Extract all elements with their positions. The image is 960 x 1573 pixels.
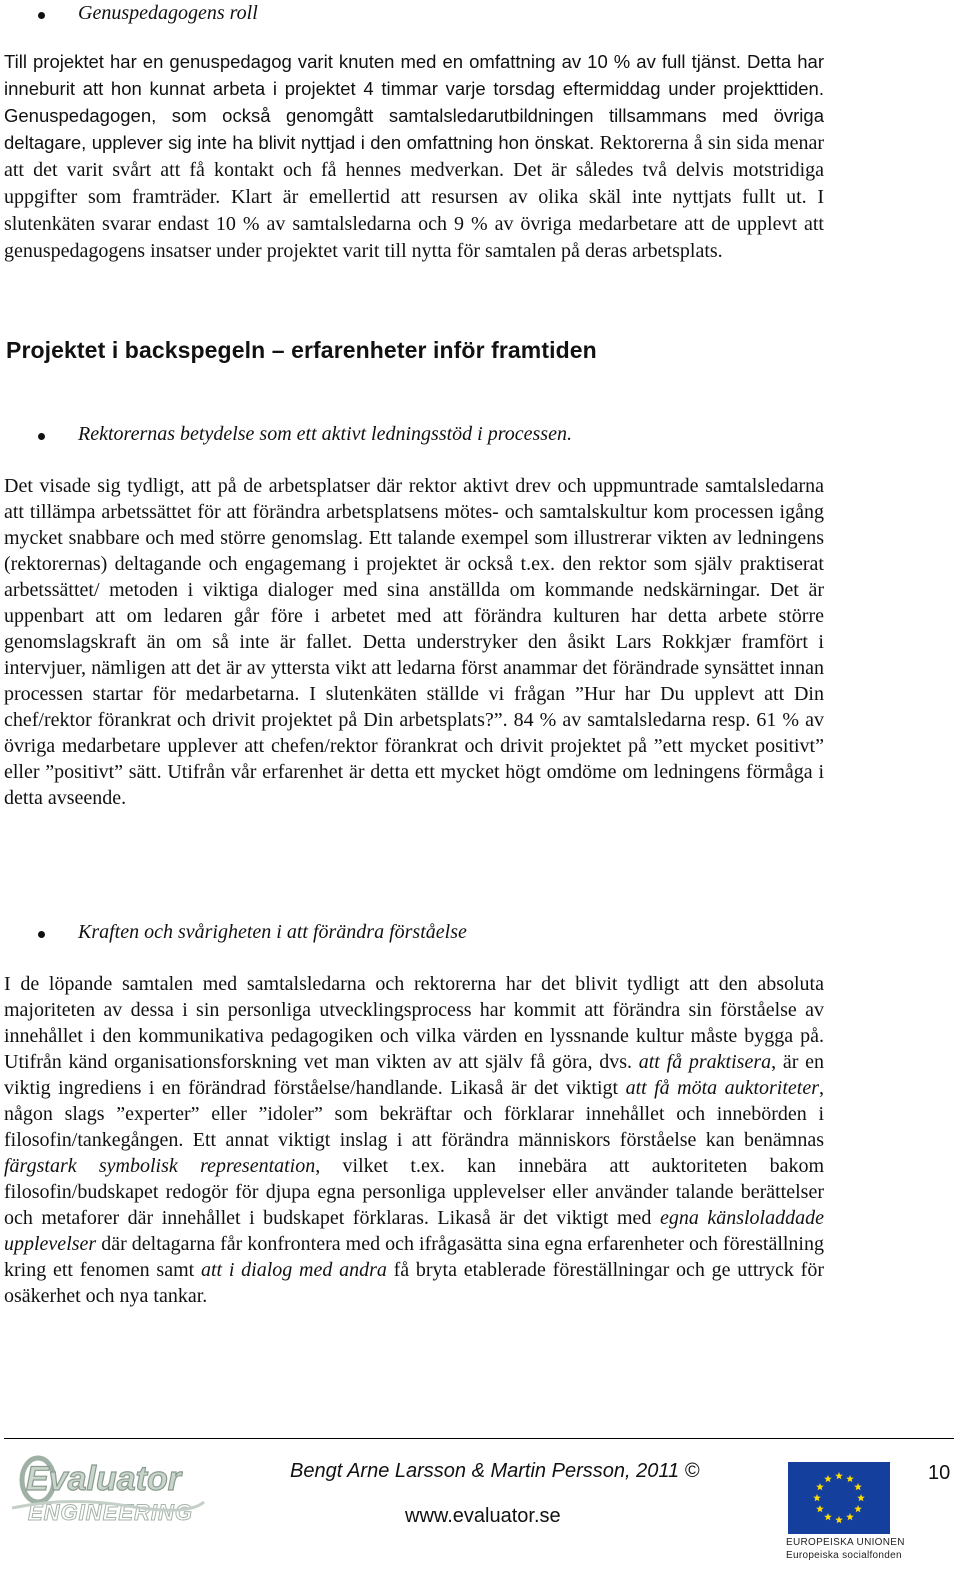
eu-flag (788, 1462, 890, 1534)
bullet-text: Kraften och svårigheten i att förändra förståelse (78, 921, 467, 943)
paragraph-text: där deltagarna får konfrontera med och ifrågasätta sina egna erfarenheter och föreställning kring ett fenomen samt (4, 1233, 824, 1281)
logo-wordmark: Evaluator (26, 1460, 181, 1498)
paragraph-forandra-forstaelse (4, 971, 824, 1309)
bullet-text: Genuspedagogens roll (78, 2, 258, 24)
emphasis-text: färgstark symbolisk representation (4, 1155, 316, 1177)
paragraph-text: , är en viktig ingrediens i en förändrad förståelse/handlande. Likaså är det viktigt (4, 1051, 824, 1099)
page-number: 10 (928, 1462, 951, 1484)
paragraph-text: I de löpande samtalen med samtalsledarna och rektorerna har det blivit tydligt att den absoluta majoriteten av dessa i sin personliga utvecklingsprocess har kommit att förändra sin förståelse av innehållet i den kommunikativa pedagogiken och vilka värden en lyssnande kultur måste bygga på. Utifrån känd organisationsforskning vet man vikten av att själv få göra, dvs. (4, 973, 824, 1073)
emphasis-text: att i dialog med andra (200, 1259, 387, 1281)
paragraph-text: få bryta etablerade föreställningar och ge uttryck för osäkerhet och nya tankar. (4, 1259, 825, 1307)
emphasis-text: egna känsloladdade upplevelser (4, 1207, 824, 1255)
paragraph-genuspedagog (4, 49, 824, 265)
footer-url[interactable]: www.evaluator.se (405, 1505, 561, 1527)
paragraph-sentence: Till projektet har en genuspedagog varit knuten med en omfattning av 10 % av full tjänst. Detta har inneburit att hon kunnat arbeta i projektet 4 timmar varje torsdag eftermiddag under projekttiden. (4, 51, 824, 99)
bullet-dot (38, 433, 45, 440)
footer-divider (4, 1438, 954, 1439)
emphasis-text: att få praktisera (638, 1051, 772, 1073)
section-heading: Projektet i backspegeln – erfarenheter inför framtiden (6, 337, 597, 363)
eu-label: EUROPEISKA UNIONEN (786, 1537, 905, 1548)
eu-sublabel: Europeiska socialfonden (786, 1550, 902, 1561)
bullet-dot (38, 12, 45, 19)
evaluator-logo (8, 1452, 208, 1536)
paragraph-sentence: I slutenkäten svarar endast 10 % av samtalsledarna och 9 % av övriga medarbetare att de upplevt att genuspedagogens insatser under projektet varit till nytta för samtalen på deras arbetsplats. (4, 186, 824, 262)
footer-author: Bengt Arne Larsson & Martin Persson, 2011 © (290, 1460, 700, 1482)
paragraph-sentence: Rektorerna å sin sida menar att det varit svårt att få kontakt och få hennes medverkan. Det är således två delvis motstridiga uppgifter som framträder. Klart är emellertid att resursen av olika skäl inte nyttjats fullt ut. (4, 132, 824, 208)
bullet-dot (38, 931, 45, 938)
logo-subtext: ENGINEERING (28, 1500, 194, 1525)
paragraph-text: , någon slags ”experter” eller ”idoler” som bekräftar och förklarar innehållet och innebörden i filosofin/tankegången. Ett annat viktigt inslag i att förändra människors förståelse kan benämnas (4, 1077, 825, 1151)
evaluator-logo-icon (8, 1452, 208, 1536)
paragraph-sentence: Genuspedagogen, som också genomgått samtalsledarutbildningen tillsammans med övriga deltagare, upplever sig inte ha blivit nyttjad i den omfattning hon önskat. (4, 105, 824, 153)
paragraph-text: , vilket t.ex. kan innebära att auktoriteten bakom filosofin/budskapet redogör för djupa egna personliga upplevelser eller använder talande berättelser och metaforer där innehållet i budskapet förklaras. Likaså är det viktigt med (4, 1155, 824, 1229)
emphasis-text: att få möta auktoriteter (625, 1077, 820, 1099)
eu-flag-icon (788, 1462, 890, 1534)
bullet-text: Rektorernas betydelse som ett aktivt ledningsstöd i processen. (78, 423, 572, 445)
paragraph-rektorer: Det visade sig tydligt, att på de arbetsplatser där rektor aktivt drev och uppmuntrade samtalsledarna att tillämpa arbetssättet för att förändra arbetsplatsens mötes- och samtalskultur kom processen igång mycket snabbare och med större genomslag. Ett talande exempel som illustrerar vikten av ledningens (rektorernas) deltagande och engagemang i projektet är också t.ex. den rektor som själv praktiserat arbetssättet/ metoden i viktiga dialoger med sina anställda om kommande nedskärningar. Det är uppenbart att om ledaren går före i arbetet med att förändra kulturen har detta arbete större genomslagskraft än om så inte är fallet. Detta understryker den åsikt Lars Rokkjær framfört i intervjuer, nämligen att det är av yttersta vikt att ledarna först anammar det förändrade synsättet innan processen startar för medarbetarna. I slutenkäten ställde vi frågan ”Hur har Du upplevt att Din chef/rektor förankrat och drivit projektet på Din arbetsplats?”. 84 % av samtalsledarna resp. 61 % av övriga medarbetare upplever att chefen/rektor förankrat och drivit projektet på ”ett mycket positivt” eller ”positivt” sätt. Utifrån vår erfarenhet är detta ett mycket högt omdöme om ledningens förmåga i detta avseende. (4, 475, 824, 809)
